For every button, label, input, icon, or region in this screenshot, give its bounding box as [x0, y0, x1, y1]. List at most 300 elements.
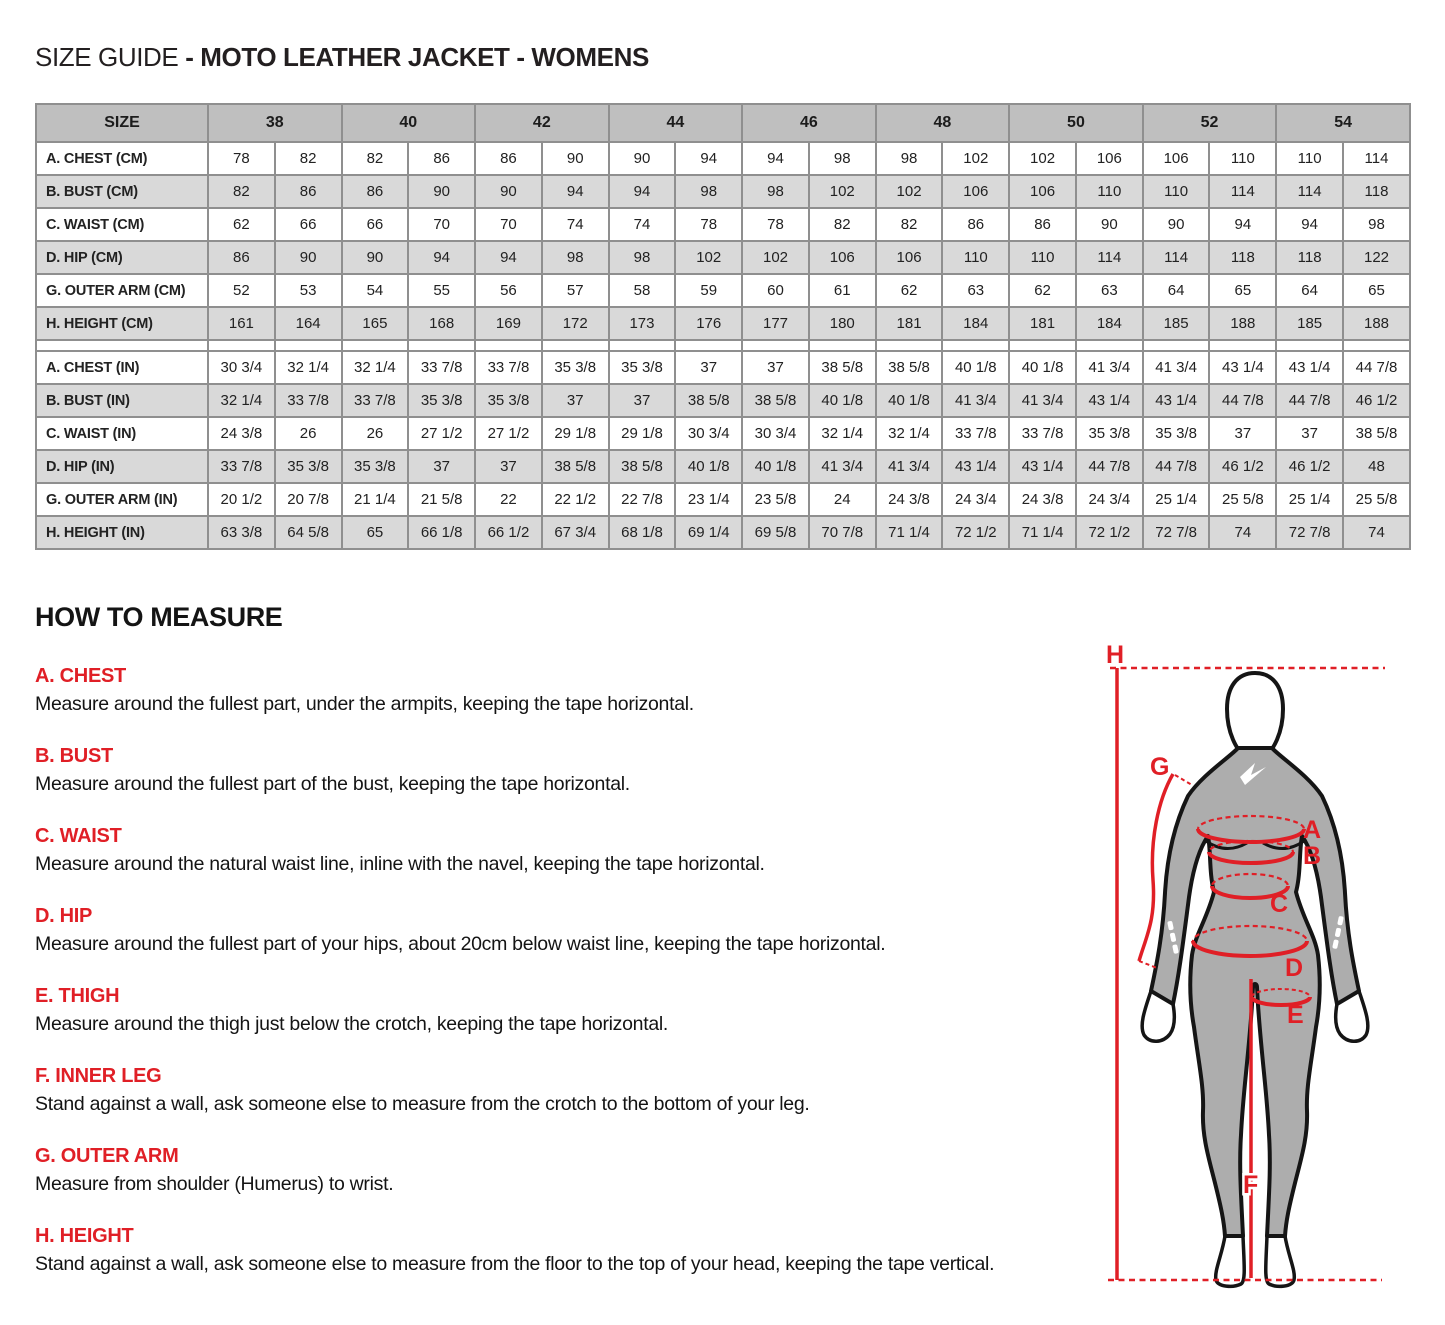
size-value-cell: 106 [1076, 142, 1143, 175]
size-value-cell: 106 [876, 241, 943, 274]
size-value-cell: 106 [1143, 142, 1210, 175]
size-value-cell: 43 1/4 [1276, 351, 1343, 384]
spacer-cell [942, 340, 1009, 351]
size-value-cell: 82 [809, 208, 876, 241]
measurement-section [35, 1064, 1080, 1116]
size-value-cell: 52 [208, 274, 275, 307]
spacer-cell [542, 340, 609, 351]
size-table-header-row [36, 104, 1410, 142]
measurement-section-label: B. BUST [35, 745, 113, 767]
size-value-cell: 35 3/8 [275, 450, 342, 483]
size-value-cell: 82 [876, 208, 943, 241]
size-value-cell: 98 [1343, 208, 1410, 241]
size-value-cell: 46 1/2 [1343, 384, 1410, 417]
size-value-cell: 114 [1343, 142, 1410, 175]
size-value-cell: 98 [742, 175, 809, 208]
figure-label-F: F [1243, 1171, 1259, 1199]
size-value-cell: 38 5/8 [742, 384, 809, 417]
row-label: D. HIP (IN) [36, 450, 208, 483]
measurement-section-text: Measure around the fullest part of the bust, keeping the tape horizontal. [35, 773, 630, 795]
size-value-cell: 82 [342, 142, 409, 175]
size-value-cell: 66 1/2 [475, 516, 542, 549]
size-value-cell: 69 1/4 [675, 516, 742, 549]
size-value-cell: 38 5/8 [809, 351, 876, 384]
size-value-cell: 33 7/8 [408, 351, 475, 384]
table-row [36, 274, 1410, 307]
size-value-cell: 90 [1076, 208, 1143, 241]
size-value-cell: 66 [275, 208, 342, 241]
size-value-cell: 176 [675, 307, 742, 340]
size-value-cell: 90 [609, 142, 676, 175]
spacer-cell [1343, 340, 1410, 351]
figure-label-H: H [1106, 641, 1125, 669]
size-value-cell: 173 [609, 307, 676, 340]
size-table-in-section [36, 351, 1410, 549]
size-value-cell: 70 7/8 [809, 516, 876, 549]
size-value-cell: 41 3/4 [1143, 351, 1210, 384]
size-value-cell: 66 1/8 [408, 516, 475, 549]
size-value-cell: 114 [1143, 241, 1210, 274]
size-value-cell: 44 7/8 [1209, 384, 1276, 417]
size-value-cell: 59 [675, 274, 742, 307]
size-value-cell: 98 [876, 142, 943, 175]
spacer-cell [876, 340, 943, 351]
page-title [35, 42, 649, 73]
measurement-section-label: C. WAIST [35, 825, 122, 847]
size-value-cell: 74 [542, 208, 609, 241]
figure-left-foot [1216, 1236, 1245, 1286]
row-label: G. OUTER ARM (CM) [36, 274, 208, 307]
size-value-cell: 33 7/8 [475, 351, 542, 384]
size-value-cell: 110 [1076, 175, 1143, 208]
outer-arm-dash-top [1175, 775, 1192, 785]
size-value-cell: 41 3/4 [942, 384, 1009, 417]
figure-label-B: B [1303, 842, 1322, 870]
row-label: H. HEIGHT (CM) [36, 307, 208, 340]
size-value-cell: 64 [1143, 274, 1210, 307]
size-value-cell: 25 1/4 [1276, 483, 1343, 516]
size-value-cell: 55 [408, 274, 475, 307]
size-value-cell: 110 [1209, 142, 1276, 175]
table-row [36, 351, 1410, 384]
size-value-cell: 24 3/8 [876, 483, 943, 516]
size-value-cell: 40 1/8 [942, 351, 1009, 384]
size-value-cell: 33 7/8 [1009, 417, 1076, 450]
size-column-header: 48 [876, 104, 1010, 142]
size-value-cell: 46 1/2 [1276, 450, 1343, 483]
figure-label-G: G [1150, 753, 1170, 781]
measurement-section-text: Measure around the thigh just below the crotch, keeping the tape horizontal. [35, 1013, 669, 1035]
size-value-cell: 69 5/8 [742, 516, 809, 549]
table-row [36, 142, 1410, 175]
size-value-cell: 37 [1276, 417, 1343, 450]
size-value-cell: 102 [742, 241, 809, 274]
size-value-cell: 188 [1343, 307, 1410, 340]
spacer-row [36, 340, 1410, 351]
size-value-cell: 33 7/8 [342, 384, 409, 417]
size-value-cell: 94 [742, 142, 809, 175]
size-value-cell: 32 1/4 [342, 351, 409, 384]
size-value-cell: 22 7/8 [609, 483, 676, 516]
size-value-cell: 25 5/8 [1209, 483, 1276, 516]
size-value-cell: 94 [408, 241, 475, 274]
size-value-cell: 63 3/8 [208, 516, 275, 549]
size-value-cell: 164 [275, 307, 342, 340]
size-value-cell: 114 [1076, 241, 1143, 274]
table-row [36, 417, 1410, 450]
spacer-cell [342, 340, 409, 351]
table-row [36, 516, 1410, 549]
size-value-cell: 106 [1009, 175, 1076, 208]
size-value-cell: 38 5/8 [1343, 417, 1410, 450]
size-value-cell: 165 [342, 307, 409, 340]
figure-label-A: A [1303, 816, 1322, 844]
measurement-section [35, 904, 1080, 956]
spacer-cell [1143, 340, 1210, 351]
size-value-cell: 35 3/8 [1076, 417, 1143, 450]
size-value-cell: 72 7/8 [1276, 516, 1343, 549]
size-value-cell: 35 3/8 [609, 351, 676, 384]
spacer-cell [1009, 340, 1076, 351]
size-column-header: 44 [609, 104, 743, 142]
size-value-cell: 90 [408, 175, 475, 208]
size-table [35, 103, 1411, 550]
size-value-cell: 54 [342, 274, 409, 307]
size-value-cell: 161 [208, 307, 275, 340]
size-value-cell: 94 [1209, 208, 1276, 241]
size-value-cell: 43 1/4 [1143, 384, 1210, 417]
size-value-cell: 32 1/4 [275, 351, 342, 384]
size-value-cell: 90 [342, 241, 409, 274]
size-column-header: 40 [342, 104, 476, 142]
spacer-cell [809, 340, 876, 351]
size-value-cell: 35 3/8 [342, 450, 409, 483]
size-value-cell: 71 1/4 [876, 516, 943, 549]
spacer-cell [408, 340, 475, 351]
size-value-cell: 23 1/4 [675, 483, 742, 516]
size-value-cell: 33 7/8 [942, 417, 1009, 450]
size-value-cell: 41 3/4 [1076, 351, 1143, 384]
size-value-cell: 44 7/8 [1276, 384, 1343, 417]
spacer-cell [208, 340, 275, 351]
size-value-cell: 43 1/4 [1076, 384, 1143, 417]
body-diagram-svg [1080, 635, 1410, 1295]
spacer-cell [609, 340, 676, 351]
table-row [36, 208, 1410, 241]
size-value-cell: 38 5/8 [609, 450, 676, 483]
size-value-cell: 94 [475, 241, 542, 274]
how-to-measure-sections [35, 664, 1080, 1304]
size-value-cell: 62 [208, 208, 275, 241]
size-value-cell: 35 3/8 [1143, 417, 1210, 450]
size-value-cell: 29 1/8 [609, 417, 676, 450]
size-value-cell: 38 5/8 [542, 450, 609, 483]
size-value-cell: 78 [742, 208, 809, 241]
row-label: C. WAIST (IN) [36, 417, 208, 450]
size-value-cell: 74 [1209, 516, 1276, 549]
size-value-cell: 32 1/4 [876, 417, 943, 450]
size-value-cell: 35 3/8 [475, 384, 542, 417]
spacer-cell [275, 340, 342, 351]
size-value-cell: 35 3/8 [408, 384, 475, 417]
table-row [36, 175, 1410, 208]
size-value-cell: 78 [208, 142, 275, 175]
row-label: D. HIP (CM) [36, 241, 208, 274]
size-value-cell: 86 [1009, 208, 1076, 241]
size-value-cell: 26 [275, 417, 342, 450]
size-value-cell: 90 [1143, 208, 1210, 241]
row-label: B. BUST (IN) [36, 384, 208, 417]
size-value-cell: 94 [675, 142, 742, 175]
size-value-cell: 48 [1343, 450, 1410, 483]
size-value-cell: 102 [675, 241, 742, 274]
size-value-cell: 20 7/8 [275, 483, 342, 516]
size-column-header: 54 [1276, 104, 1410, 142]
measurement-section-text: Stand against a wall, ask someone else to measure from the floor to the top of your head, keeping the tape vertical. [35, 1253, 995, 1275]
size-value-cell: 90 [275, 241, 342, 274]
size-value-cell: 66 [342, 208, 409, 241]
size-value-cell: 72 7/8 [1143, 516, 1210, 549]
size-value-cell: 22 [475, 483, 542, 516]
size-value-cell: 86 [275, 175, 342, 208]
size-value-cell: 33 7/8 [275, 384, 342, 417]
size-value-cell: 57 [542, 274, 609, 307]
size-value-cell: 65 [1343, 274, 1410, 307]
size-value-cell: 72 1/2 [942, 516, 1009, 549]
size-value-cell: 86 [475, 142, 542, 175]
size-value-cell: 74 [609, 208, 676, 241]
size-column-header: 52 [1143, 104, 1277, 142]
size-value-cell: 114 [1276, 175, 1343, 208]
spacer-cell [1209, 340, 1276, 351]
size-value-cell: 184 [942, 307, 1009, 340]
size-value-cell: 27 1/2 [408, 417, 475, 450]
size-value-cell: 82 [275, 142, 342, 175]
figure-label-D: D [1285, 954, 1304, 982]
size-value-cell: 41 3/4 [876, 450, 943, 483]
size-value-cell: 102 [942, 142, 1009, 175]
size-value-cell: 98 [609, 241, 676, 274]
measurement-section-label: D. HIP [35, 905, 93, 927]
size-value-cell: 24 3/8 [208, 417, 275, 450]
size-value-cell: 40 1/8 [809, 384, 876, 417]
row-label: B. BUST (CM) [36, 175, 208, 208]
size-value-cell: 62 [1009, 274, 1076, 307]
size-column-header: 42 [475, 104, 609, 142]
how-to-measure-heading: HOW TO MEASURE [35, 602, 283, 632]
size-value-cell: 24 3/4 [1076, 483, 1143, 516]
size-value-cell: 118 [1276, 241, 1343, 274]
size-value-cell: 90 [542, 142, 609, 175]
size-value-cell: 37 [542, 384, 609, 417]
size-value-cell: 70 [475, 208, 542, 241]
size-value-cell: 188 [1209, 307, 1276, 340]
size-value-cell: 25 5/8 [1343, 483, 1410, 516]
size-value-cell: 65 [1209, 274, 1276, 307]
size-value-cell: 30 3/4 [208, 351, 275, 384]
size-value-cell: 43 1/4 [1209, 351, 1276, 384]
row-label: A. CHEST (IN) [36, 351, 208, 384]
row-label: H. HEIGHT (IN) [36, 516, 208, 549]
size-value-cell: 46 1/2 [1209, 450, 1276, 483]
size-value-cell: 78 [675, 208, 742, 241]
body-diagram [1080, 635, 1410, 1295]
size-value-cell: 185 [1143, 307, 1210, 340]
measurement-section-text: Measure from shoulder (Humerus) to wrist. [35, 1173, 394, 1195]
size-value-cell: 106 [942, 175, 1009, 208]
size-value-cell: 26 [342, 417, 409, 450]
size-value-cell: 21 5/8 [408, 483, 475, 516]
size-value-cell: 82 [208, 175, 275, 208]
size-value-cell: 20 1/2 [208, 483, 275, 516]
size-value-cell: 118 [1209, 241, 1276, 274]
figure-label-C: C [1270, 890, 1289, 918]
size-value-cell: 102 [1009, 142, 1076, 175]
size-value-cell: 94 [609, 175, 676, 208]
size-value-cell: 44 7/8 [1076, 450, 1143, 483]
size-table-spacer [36, 340, 1410, 351]
size-value-cell: 21 1/4 [342, 483, 409, 516]
size-value-cell: 22 1/2 [542, 483, 609, 516]
size-value-cell: 32 1/4 [208, 384, 275, 417]
size-value-cell: 110 [1009, 241, 1076, 274]
size-value-cell: 56 [475, 274, 542, 307]
size-value-cell: 40 1/8 [876, 384, 943, 417]
size-column-header: 46 [742, 104, 876, 142]
size-value-cell: 177 [742, 307, 809, 340]
measurement-section [35, 1144, 1080, 1196]
size-header-cell: SIZE [36, 104, 208, 142]
size-value-cell: 94 [542, 175, 609, 208]
measurement-section [35, 744, 1080, 796]
measurement-section-label: A. CHEST [35, 665, 126, 687]
size-value-cell: 98 [809, 142, 876, 175]
measurement-section-text: Measure around the natural waist line, inline with the navel, keeping the tape horizontal. [35, 853, 765, 875]
size-value-cell: 70 [408, 208, 475, 241]
size-value-cell: 102 [809, 175, 876, 208]
size-value-cell: 63 [1076, 274, 1143, 307]
measurement-section-text: Measure around the fullest part of your hips, about 20cm below waist line, keeping the tape horizontal. [35, 933, 886, 955]
measurement-section [35, 824, 1080, 876]
spacer-cell [475, 340, 542, 351]
size-value-cell: 43 1/4 [942, 450, 1009, 483]
size-value-cell: 122 [1343, 241, 1410, 274]
size-value-cell: 37 [742, 351, 809, 384]
size-value-cell: 110 [1143, 175, 1210, 208]
size-value-cell: 41 3/4 [809, 450, 876, 483]
table-row [36, 483, 1410, 516]
page-title-bold: - MOTO LEATHER JACKET - WOMENS [185, 42, 649, 72]
measurement-section-label: F. INNER LEG [35, 1065, 162, 1087]
measurement-section [35, 984, 1080, 1036]
size-value-cell: 30 3/4 [742, 417, 809, 450]
size-value-cell: 181 [876, 307, 943, 340]
size-value-cell: 118 [1343, 175, 1410, 208]
size-value-cell: 40 1/8 [1009, 351, 1076, 384]
size-value-cell: 61 [809, 274, 876, 307]
size-value-cell: 169 [475, 307, 542, 340]
figure-right-foot [1266, 1236, 1295, 1286]
size-value-cell: 110 [942, 241, 1009, 274]
size-value-cell: 181 [1009, 307, 1076, 340]
size-value-cell: 68 1/8 [609, 516, 676, 549]
size-value-cell: 64 [1276, 274, 1343, 307]
measurement-section-label: E. THIGH [35, 985, 120, 1007]
measurement-section-label: H. HEIGHT [35, 1225, 134, 1247]
size-value-cell: 110 [1276, 142, 1343, 175]
size-value-cell: 72 1/2 [1076, 516, 1143, 549]
size-value-cell: 35 3/8 [542, 351, 609, 384]
size-value-cell: 24 3/8 [1009, 483, 1076, 516]
size-value-cell: 40 1/8 [675, 450, 742, 483]
size-value-cell: 33 7/8 [208, 450, 275, 483]
size-value-cell: 37 [475, 450, 542, 483]
size-value-cell: 94 [1276, 208, 1343, 241]
size-value-cell: 114 [1209, 175, 1276, 208]
size-value-cell: 86 [942, 208, 1009, 241]
size-value-cell: 60 [742, 274, 809, 307]
size-value-cell: 37 [675, 351, 742, 384]
table-row [36, 307, 1410, 340]
size-value-cell: 86 [408, 142, 475, 175]
size-value-cell: 62 [876, 274, 943, 307]
table-row [36, 384, 1410, 417]
size-value-cell: 185 [1276, 307, 1343, 340]
row-label: A. CHEST (CM) [36, 142, 208, 175]
size-value-cell: 86 [208, 241, 275, 274]
size-value-cell: 184 [1076, 307, 1143, 340]
size-column-header: 38 [208, 104, 342, 142]
measurement-section-label: G. OUTER ARM [35, 1145, 179, 1167]
size-value-cell: 44 7/8 [1143, 450, 1210, 483]
size-value-cell: 37 [1209, 417, 1276, 450]
size-value-cell: 64 5/8 [275, 516, 342, 549]
figure-body-suit [1151, 748, 1359, 1236]
size-value-cell: 168 [408, 307, 475, 340]
size-value-cell: 38 5/8 [675, 384, 742, 417]
size-column-header: 50 [1009, 104, 1143, 142]
page-title-regular: SIZE GUIDE [35, 42, 186, 72]
size-table-cm-section [36, 142, 1410, 340]
size-value-cell: 53 [275, 274, 342, 307]
size-value-cell: 29 1/8 [542, 417, 609, 450]
size-value-cell: 58 [609, 274, 676, 307]
spacer-cell [1076, 340, 1143, 351]
figure-label-E: E [1287, 1001, 1304, 1029]
size-value-cell: 24 [809, 483, 876, 516]
row-label: G. OUTER ARM (IN) [36, 483, 208, 516]
size-value-cell: 32 1/4 [809, 417, 876, 450]
size-value-cell: 24 3/4 [942, 483, 1009, 516]
size-value-cell: 25 1/4 [1143, 483, 1210, 516]
size-value-cell: 180 [809, 307, 876, 340]
table-row [36, 241, 1410, 274]
size-value-cell: 90 [475, 175, 542, 208]
size-value-cell: 30 3/4 [675, 417, 742, 450]
size-value-cell: 63 [942, 274, 1009, 307]
row-label: C. WAIST (CM) [36, 208, 208, 241]
size-value-cell: 172 [542, 307, 609, 340]
size-value-cell: 43 1/4 [1009, 450, 1076, 483]
spacer-cell [36, 340, 208, 351]
table-row [36, 450, 1410, 483]
size-value-cell: 40 1/8 [742, 450, 809, 483]
size-value-cell: 102 [876, 175, 943, 208]
size-value-cell: 65 [342, 516, 409, 549]
measurement-section-text: Measure around the fullest part, under the armpits, keeping the tape horizontal. [35, 693, 694, 715]
size-value-cell: 98 [542, 241, 609, 274]
spacer-cell [1276, 340, 1343, 351]
